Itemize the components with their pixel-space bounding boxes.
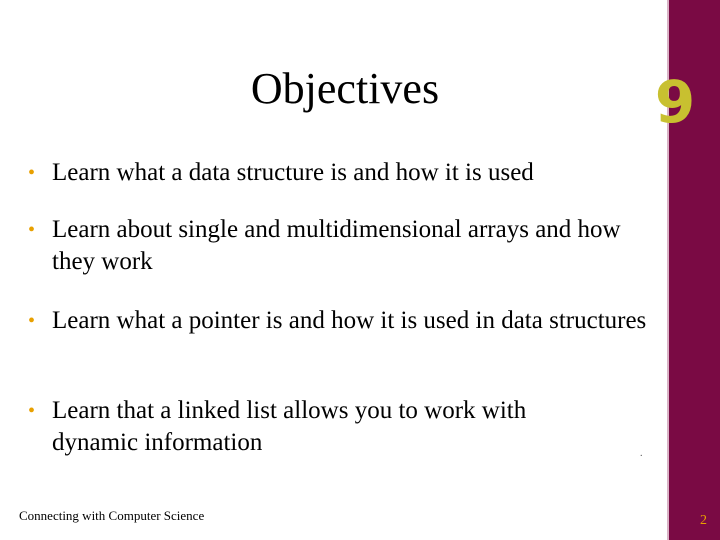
bullet-text: Learn what a pointer is and how it is used in data structures bbox=[52, 307, 647, 334]
bullet-text: Learn that a linked list allows you to work with dynamic information bbox=[52, 397, 527, 456]
bullet-icon: • bbox=[28, 219, 36, 241]
stray-mark: . bbox=[640, 448, 643, 459]
bullet-text: Learn what a data structure is and how it is used bbox=[52, 159, 534, 186]
bullet-icon: • bbox=[28, 162, 36, 184]
bullet-icon: • bbox=[28, 400, 36, 422]
slide-title: Objectives bbox=[250, 64, 440, 113]
bullet-item bbox=[28, 157, 648, 189]
footer-text: Connecting with Computer Science bbox=[19, 508, 205, 523]
bullet-item bbox=[28, 395, 618, 459]
bullet-item bbox=[28, 214, 648, 278]
bullet-item bbox=[28, 305, 648, 337]
chapter-number-badge: 9 bbox=[654, 68, 694, 136]
page-number: 2 bbox=[700, 513, 707, 528]
bullet-icon: • bbox=[28, 310, 36, 332]
bullet-text: Learn about single and multidimensional arrays and how they work bbox=[52, 216, 621, 275]
